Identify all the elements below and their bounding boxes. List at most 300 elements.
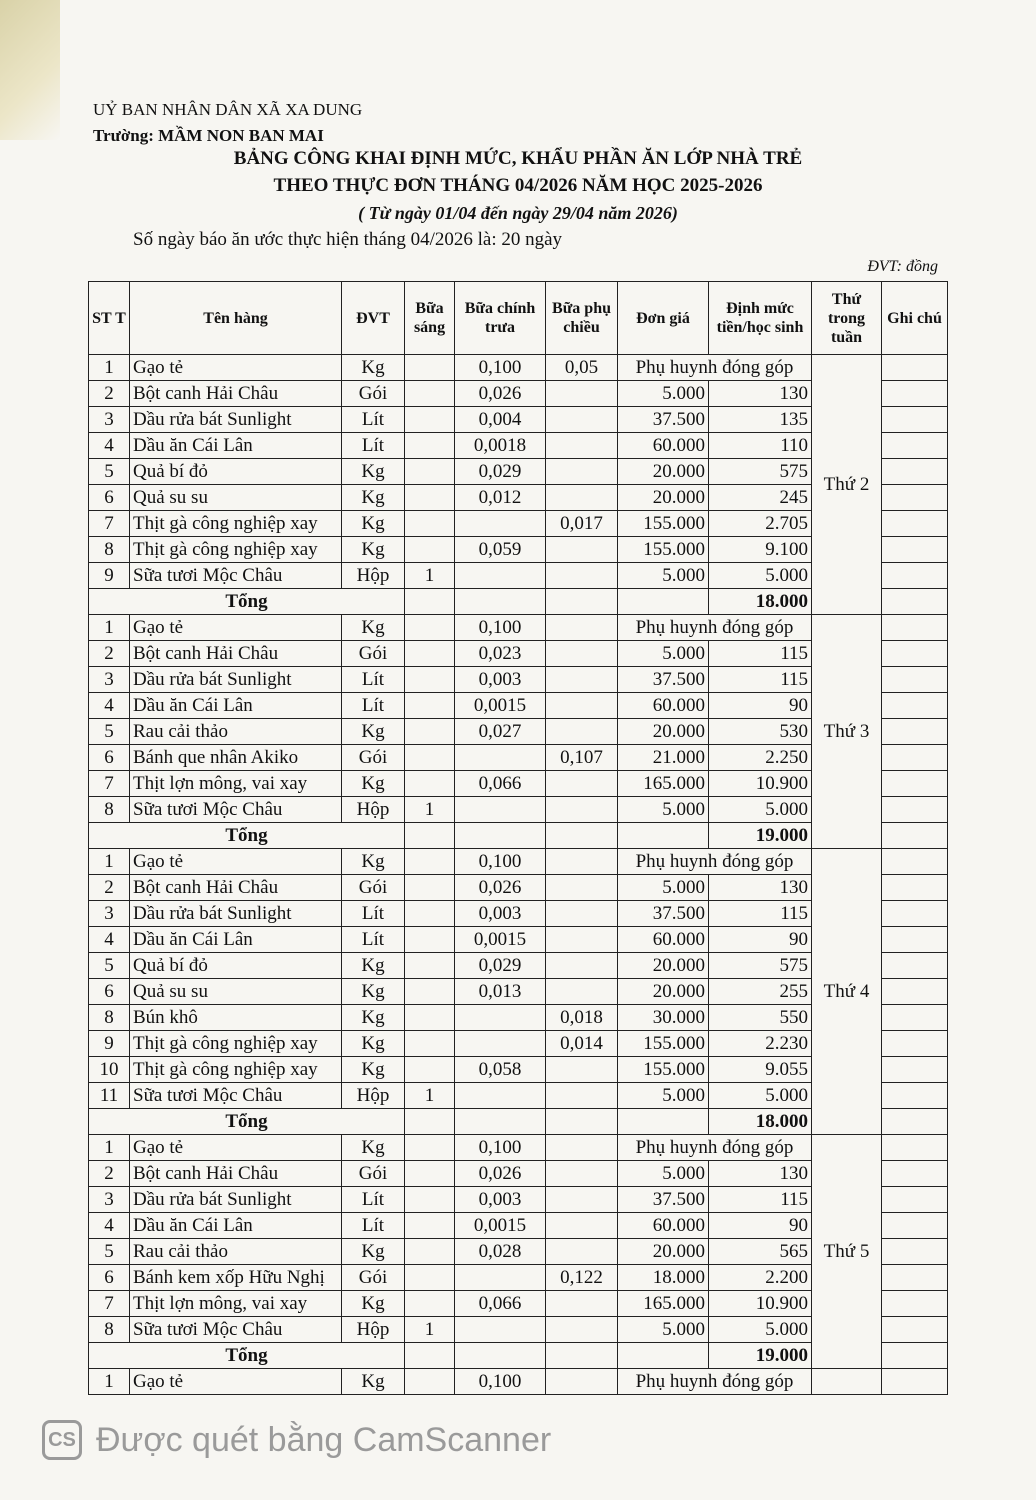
item-name: Bánh kem xốp Hữu Nghị [130,1265,342,1291]
item-name: Dầu ăn Cái Lân [130,1213,342,1239]
row-number: 5 [89,459,130,485]
unit-price: 60.000 [618,693,709,719]
weekday-cell: Thứ 4 [812,849,882,1135]
snack-qty [546,381,618,407]
item-unit: Kg [342,485,405,511]
cost-per-student: 9.100 [709,537,812,563]
unit-price: 5.000 [618,1161,709,1187]
snack-qty [546,1213,618,1239]
lunch-qty: 0,100 [455,615,546,641]
note-cell [882,511,948,537]
empty-cell [546,1343,618,1369]
item-unit: Kg [342,1057,405,1083]
item-unit: Gói [342,1265,405,1291]
unit-price: 18.000 [618,1265,709,1291]
empty-cell [618,1343,709,1369]
item-name: Gạo tẻ [130,1135,342,1161]
row-number: 5 [89,953,130,979]
lunch-qty [455,1031,546,1057]
row-number: 1 [89,355,130,381]
item-name: Bột canh Hải Châu [130,381,342,407]
breakfast-qty [405,1057,455,1083]
cost-per-student: 245 [709,485,812,511]
item-name: Dầu rửa bát Sunlight [130,1187,342,1213]
empty-cell [455,1343,546,1369]
row-number: 7 [89,771,130,797]
item-unit: Lít [342,1213,405,1239]
item-unit: Kg [342,459,405,485]
snack-qty: 0,05 [546,355,618,381]
snack-qty [546,1187,618,1213]
cost-per-student: 575 [709,459,812,485]
price-note: Phụ huynh đóng góp [618,615,812,641]
cost-per-student: 255 [709,979,812,1005]
breakfast-qty [405,407,455,433]
unit-price: 20.000 [618,979,709,1005]
note-cell [882,1161,948,1187]
lunch-qty: 0,058 [455,1057,546,1083]
breakfast-qty [405,1135,455,1161]
item-unit: Lít [342,407,405,433]
snack-qty [546,485,618,511]
row-number: 4 [89,927,130,953]
snack-qty [546,979,618,1005]
note-cell [882,901,948,927]
item-name: Dầu rửa bát Sunlight [130,407,342,433]
note-cell [882,1109,948,1135]
watermark-text: Được quét bằng CamScanner [96,1420,552,1459]
cost-per-student: 565 [709,1239,812,1265]
breakfast-qty [405,381,455,407]
note-cell [882,1057,948,1083]
row-number: 8 [89,1005,130,1031]
price-note: Phụ huynh đóng góp [618,1135,812,1161]
note-cell [882,1239,948,1265]
breakfast-qty [405,771,455,797]
item-name: Gạo tẻ [130,615,342,641]
table-row [89,615,948,641]
snack-qty [546,953,618,979]
note-cell [882,381,948,407]
total-label: Tổng [89,1109,405,1135]
unit-price: 37.500 [618,901,709,927]
price-note: Phụ huynh đóng góp [618,849,812,875]
lunch-qty [455,1005,546,1031]
row-number: 6 [89,745,130,771]
cost-per-student: 130 [709,381,812,407]
snack-qty [546,771,618,797]
row-number: 9 [89,1031,130,1057]
lunch-qty: 0,003 [455,901,546,927]
item-unit: Hộp [342,563,405,589]
row-number: 3 [89,1187,130,1213]
note-cell [882,667,948,693]
unit-price: 155.000 [618,1057,709,1083]
note-cell [882,1083,948,1109]
item-name: Thịt lợn mông, vai xay [130,771,342,797]
note-cell [882,875,948,901]
snack-qty [546,693,618,719]
empty-cell [546,823,618,849]
snack-qty: 0,018 [546,1005,618,1031]
empty-cell [405,1343,455,1369]
item-name: Bột canh Hải Châu [130,641,342,667]
snack-qty: 0,014 [546,1031,618,1057]
note-cell [882,433,948,459]
item-name: Dầu ăn Cái Lân [130,433,342,459]
empty-cell [405,823,455,849]
note-cell [882,1317,948,1343]
note-cell [882,979,948,1005]
unit-price: 37.500 [618,667,709,693]
col-header: ST T [89,282,130,355]
cost-per-student: 10.900 [709,1291,812,1317]
cost-per-student: 9.055 [709,1057,812,1083]
lunch-qty: 0,066 [455,771,546,797]
item-name: Thịt gà công nghiệp xay [130,1031,342,1057]
item-name: Thịt gà công nghiệp xay [130,1057,342,1083]
cost-per-student: 115 [709,901,812,927]
breakfast-qty [405,875,455,901]
item-name: Quả su su [130,485,342,511]
item-name: Bột canh Hải Châu [130,875,342,901]
note-cell [882,1031,948,1057]
lunch-qty [455,1083,546,1109]
page-title: BẢNG CÔNG KHAI ĐỊNH MỨC, KHẨU PHẦN ĂN LỚP NHÀ TRẺ [233,148,803,169]
unit-price: 5.000 [618,563,709,589]
breakfast-qty [405,745,455,771]
snack-qty [546,1291,618,1317]
note-cell [882,485,948,511]
item-name: Sữa tươi Mộc Châu [130,797,342,823]
breakfast-qty [405,667,455,693]
breakfast-qty [405,511,455,537]
cost-per-student: 130 [709,875,812,901]
currency-unit: ĐVT: đồng [867,258,938,275]
lunch-qty: 0,029 [455,459,546,485]
item-unit: Gói [342,745,405,771]
cost-per-student: 5.000 [709,797,812,823]
breakfast-qty [405,849,455,875]
item-name: Dầu ăn Cái Lân [130,927,342,953]
snack-qty [546,875,618,901]
row-number: 4 [89,693,130,719]
breakfast-qty [405,433,455,459]
price-note: Phụ huynh đóng góp [618,1369,812,1395]
row-number: 1 [89,615,130,641]
item-name: Bún khô [130,1005,342,1031]
item-name: Gạo tẻ [130,1369,342,1395]
breakfast-qty [405,719,455,745]
breakfast-qty [405,537,455,563]
lunch-qty: 0,027 [455,719,546,745]
item-unit: Kg [342,771,405,797]
breakfast-qty: 1 [405,797,455,823]
item-name: Sữa tươi Mộc Châu [130,1317,342,1343]
cost-per-student: 2.250 [709,745,812,771]
item-name: Dầu rửa bát Sunlight [130,667,342,693]
lunch-qty: 0,100 [455,355,546,381]
unit-price: 20.000 [618,953,709,979]
snack-qty [546,1083,618,1109]
lunch-qty: 0,059 [455,537,546,563]
item-unit: Lít [342,1187,405,1213]
lunch-qty: 0,0018 [455,433,546,459]
item-name: Dầu ăn Cái Lân [130,693,342,719]
note-cell [882,797,948,823]
note-cell [882,589,948,615]
unit-price: 5.000 [618,797,709,823]
lunch-qty [455,1265,546,1291]
cost-per-student: 110 [709,433,812,459]
item-unit: Kg [342,1005,405,1031]
col-header: Bữa chính trưa [455,282,546,355]
note-cell [882,459,948,485]
snack-qty: 0,107 [546,745,618,771]
item-unit: Hộp [342,1083,405,1109]
lunch-qty: 0,0015 [455,1213,546,1239]
col-header: Định mức tiền/học sinh [709,282,812,355]
snack-qty [546,1135,618,1161]
period: ( Từ ngày 01/04 đến ngày 29/04 năm 2026) [358,203,678,223]
snack-qty [546,641,618,667]
breakfast-qty [405,615,455,641]
item-name: Gạo tẻ [130,355,342,381]
snack-qty [546,667,618,693]
unit-price: 155.000 [618,511,709,537]
row-number: 1 [89,1135,130,1161]
item-name: Thịt lợn mông, vai xay [130,1291,342,1317]
school-name: Trường: MẦM NON BAN MAI [93,126,324,145]
breakfast-qty [405,1005,455,1031]
lunch-qty [455,511,546,537]
lunch-qty [455,745,546,771]
lunch-qty: 0,004 [455,407,546,433]
snack-qty [546,849,618,875]
snack-qty [546,563,618,589]
row-number: 9 [89,563,130,589]
snack-qty [546,1369,618,1395]
breakfast-qty [405,1369,455,1395]
note-cell [882,1213,948,1239]
breakfast-qty [405,1031,455,1057]
row-number: 5 [89,1239,130,1265]
empty-cell [455,1109,546,1135]
weekday-cell [812,1369,882,1395]
unit-price: 5.000 [618,381,709,407]
note-cell [882,1005,948,1031]
breakfast-qty [405,953,455,979]
empty-cell [455,589,546,615]
snack-qty [546,407,618,433]
row-number: 2 [89,641,130,667]
breakfast-qty [405,459,455,485]
row-number: 5 [89,719,130,745]
unit-price: 20.000 [618,485,709,511]
note-cell [882,1265,948,1291]
price-note: Phụ huynh đóng góp [618,355,812,381]
breakfast-qty [405,1161,455,1187]
item-name: Gạo tẻ [130,849,342,875]
unit-price: 20.000 [618,1239,709,1265]
unit-price: 60.000 [618,1213,709,1239]
row-number: 6 [89,979,130,1005]
row-number: 2 [89,875,130,901]
lunch-qty: 0,003 [455,667,546,693]
note-cell [882,1291,948,1317]
menu-table [88,281,948,1395]
paper-corner-shadow [0,0,60,140]
cost-per-student: 5.000 [709,1317,812,1343]
col-header: Đơn giá [618,282,709,355]
item-unit: Gói [342,1161,405,1187]
item-unit: Hộp [342,1317,405,1343]
row-number: 4 [89,433,130,459]
row-number: 8 [89,797,130,823]
empty-cell [546,1109,618,1135]
breakfast-qty [405,927,455,953]
item-name: Quả bí đỏ [130,953,342,979]
col-header: Tên hàng [130,282,342,355]
unit-price: 37.500 [618,1187,709,1213]
item-unit: Kg [342,953,405,979]
breakfast-qty [405,355,455,381]
cost-per-student: 2.705 [709,511,812,537]
snack-qty: 0,017 [546,511,618,537]
note-cell [882,745,948,771]
snack-qty [546,1239,618,1265]
item-unit: Kg [342,719,405,745]
note-cell [882,823,948,849]
lunch-qty: 0,026 [455,381,546,407]
cost-per-student: 550 [709,1005,812,1031]
lunch-qty: 0,100 [455,1369,546,1395]
col-header: Bữa phụ chiều [546,282,618,355]
cost-per-student: 575 [709,953,812,979]
snack-qty [546,719,618,745]
snack-qty [546,537,618,563]
item-unit: Kg [342,511,405,537]
cost-per-student: 90 [709,927,812,953]
lunch-qty: 0,066 [455,1291,546,1317]
note-cell [882,719,948,745]
row-number: 2 [89,1161,130,1187]
cost-per-student: 115 [709,641,812,667]
total-label: Tổng [89,589,405,615]
breakfast-qty [405,485,455,511]
breakfast-qty [405,693,455,719]
item-unit: Lít [342,433,405,459]
unit-price: 37.500 [618,407,709,433]
cost-per-student: 115 [709,1187,812,1213]
item-name: Thịt gà công nghiệp xay [130,537,342,563]
snack-qty [546,797,618,823]
snack-qty [546,1317,618,1343]
cost-per-student: 90 [709,1213,812,1239]
col-header: Thứ trong tuần [812,282,882,355]
unit-price: 5.000 [618,1317,709,1343]
table-row [89,1369,948,1395]
note-cell [882,1187,948,1213]
table-row [89,1135,948,1161]
note-cell [882,927,948,953]
item-name: Sữa tươi Mộc Châu [130,1083,342,1109]
row-number: 10 [89,1057,130,1083]
breakfast-qty [405,1187,455,1213]
total-value: 19.000 [709,1343,812,1369]
camscanner-watermark [42,1420,551,1460]
breakfast-qty [405,641,455,667]
empty-cell [618,823,709,849]
weekday-cell: Thứ 5 [812,1135,882,1369]
item-unit: Gói [342,875,405,901]
item-unit: Gói [342,641,405,667]
total-label: Tổng [89,1343,405,1369]
row-number: 6 [89,485,130,511]
row-number: 6 [89,1265,130,1291]
lunch-qty: 0,013 [455,979,546,1005]
note-cell [882,563,948,589]
total-value: 19.000 [709,823,812,849]
breakfast-qty: 1 [405,1317,455,1343]
note-cell [882,1135,948,1161]
table-row [89,849,948,875]
item-unit: Kg [342,1135,405,1161]
unit-price: 165.000 [618,771,709,797]
unit-price: 60.000 [618,433,709,459]
item-name: Quả bí đỏ [130,459,342,485]
item-name: Bột canh Hải Châu [130,1161,342,1187]
weekday-cell: Thứ 2 [812,355,882,615]
lunch-qty: 0,0015 [455,693,546,719]
cost-per-student: 2.230 [709,1031,812,1057]
lunch-qty: 0,029 [455,953,546,979]
note-cell [882,849,948,875]
lunch-qty: 0,026 [455,1161,546,1187]
breakfast-qty: 1 [405,563,455,589]
cost-per-student: 2.200 [709,1265,812,1291]
breakfast-qty [405,1265,455,1291]
row-number: 7 [89,1291,130,1317]
row-number: 1 [89,1369,130,1395]
item-unit: Kg [342,355,405,381]
row-number: 11 [89,1083,130,1109]
cost-per-student: 10.900 [709,771,812,797]
lunch-qty: 0,023 [455,641,546,667]
snack-qty [546,927,618,953]
lunch-qty: 0,100 [455,849,546,875]
row-number: 8 [89,1317,130,1343]
empty-cell [405,1109,455,1135]
unit-price: 21.000 [618,745,709,771]
note-cell [882,537,948,563]
item-name: Quả su su [130,979,342,1005]
cost-per-student: 115 [709,667,812,693]
row-number: 3 [89,407,130,433]
breakfast-qty [405,1291,455,1317]
item-name: Rau cải thảo [130,1239,342,1265]
unit-price: 155.000 [618,1031,709,1057]
lunch-qty [455,563,546,589]
item-unit: Kg [342,1239,405,1265]
lunch-qty [455,1317,546,1343]
note-cell [882,953,948,979]
item-unit: Kg [342,1031,405,1057]
item-unit: Kg [342,537,405,563]
cost-per-student: 135 [709,407,812,433]
cost-per-student: 5.000 [709,1083,812,1109]
note-cell [882,1369,948,1395]
